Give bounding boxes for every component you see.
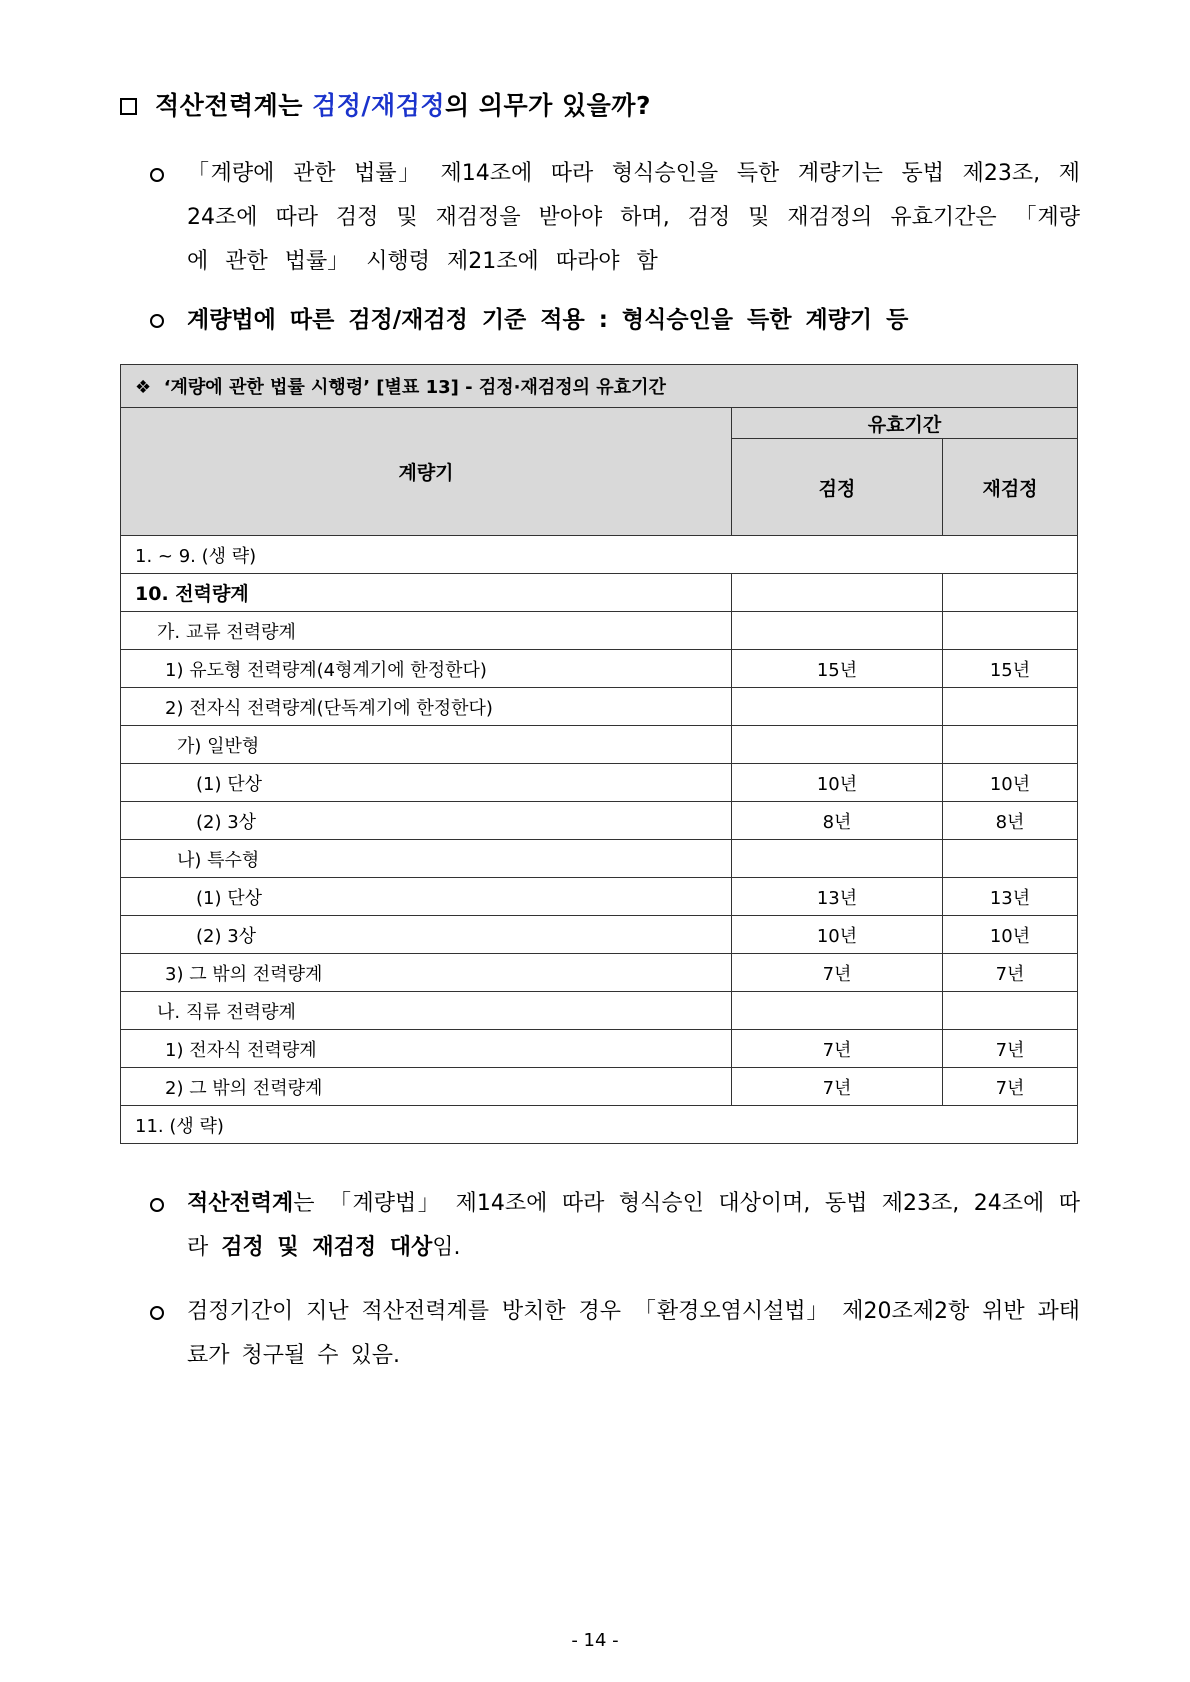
verify-period [732, 726, 943, 764]
bullet-circle-icon [150, 1290, 168, 1336]
table-row [121, 650, 1078, 688]
table-caption [121, 365, 1078, 408]
table-row [121, 840, 1078, 878]
table-row-omit-1-9: 1. ~ 9. (생 략) [121, 536, 1078, 574]
header-validity: 유효기간 [732, 408, 1078, 439]
verify-period: 7년 [732, 1068, 943, 1106]
reverify-period [943, 840, 1078, 878]
heading-highlight: 검정/재검정 [312, 91, 445, 120]
meter-label: 나. 직류 전력량계 [121, 992, 732, 1030]
meter-label: 1) 전자식 전력량계 [121, 1030, 732, 1068]
bullet-circle-icon [150, 1182, 168, 1228]
verify-period: 10년 [732, 916, 943, 954]
reverify-period: 10년 [943, 764, 1078, 802]
reverify-period [943, 612, 1078, 650]
bullet-circle-icon [150, 152, 168, 198]
meter-label: (2) 3상 [121, 802, 732, 840]
table-row [121, 1030, 1078, 1068]
table-row [121, 726, 1078, 764]
meter-label: 가) 일반형 [121, 726, 732, 764]
reverify-period: 7년 [943, 954, 1078, 992]
reverify-period [943, 688, 1078, 726]
bullet-circle-icon [150, 298, 168, 344]
verify-period [732, 840, 943, 878]
paragraph-text: 검정기간이 지난 적산전력계를 방치한 경우 「환경오염시설법」 제20조제2항 위반 과태료가 청구될 수 있음. [187, 1299, 1080, 1368]
table-row [121, 764, 1078, 802]
verify-period: 7년 [732, 1030, 943, 1068]
meter-label: 3) 그 밖의 전력량계 [121, 954, 732, 992]
reverify-period [943, 992, 1078, 1030]
header-verify: 검정 [732, 439, 943, 536]
paragraph-penalty [150, 1290, 1080, 1378]
section-heading [120, 86, 1100, 122]
table-row-section-10: 10. 전력량계 [121, 574, 732, 612]
page-number: - 14 - [571, 1630, 619, 1651]
bold-term: 적산전력계 [187, 1191, 294, 1216]
checkbox-square-icon [120, 98, 137, 115]
heading-prefix: 적산전력계는 [155, 91, 313, 120]
table-row-omit-11: 11. (생 략) [121, 1106, 1078, 1144]
reverify-period: 7년 [943, 1068, 1078, 1106]
table-row [121, 612, 1078, 650]
paragraph-text: 「계량에 관한 법률」 제14조에 따라 형식승인을 득한 계량기는 동법 제23조, 제24조에 따라 검정 및 재검정을 받아야 하며, 검정 및 재검정의 유효기간은 「계량에 관한 법률」 시행령 제21조에 따라야 함 [187, 161, 1080, 274]
verify-period: 10년 [732, 764, 943, 802]
meter-label: 나) 특수형 [121, 840, 732, 878]
table-row [121, 954, 1078, 992]
table-caption-text: ‘계량에 관한 법률 시행령’ [별표 13] - 검정·재검정의 유효기간 [163, 377, 666, 398]
verify-period [732, 688, 943, 726]
meter-label: 가. 교류 전력량계 [121, 612, 732, 650]
table-row [121, 878, 1078, 916]
reverify-period: 7년 [943, 1030, 1078, 1068]
paragraph-meter-target [150, 1182, 1080, 1270]
header-reverify: 재검정 [943, 439, 1078, 536]
table-row [121, 1068, 1078, 1106]
table-row [121, 916, 1078, 954]
validity-table [120, 364, 1078, 1144]
table-cell-empty [732, 574, 943, 612]
paragraph-text [187, 1182, 1080, 1270]
verify-period: 7년 [732, 954, 943, 992]
paragraph-fragment: 임. [432, 1235, 461, 1260]
meter-label: 2) 전자식 전력량계(단독계기에 한정한다) [121, 688, 732, 726]
meter-label: (1) 단상 [121, 764, 732, 802]
table-row [121, 688, 1078, 726]
verify-period [732, 612, 943, 650]
table-body-rows [121, 612, 1078, 1106]
table-cell-empty [943, 574, 1078, 612]
paragraph-standard [150, 298, 1080, 342]
reverify-period: 10년 [943, 916, 1078, 954]
reverify-period: 15년 [943, 650, 1078, 688]
paragraph-fragment: 는 「계량법」 제14조에 따라 형식승인 대상이며, 동법 제23조, 24조에 따라 [187, 1191, 1080, 1260]
meter-label: (2) 3상 [121, 916, 732, 954]
verify-period: 15년 [732, 650, 943, 688]
diamond-icon: ❖ [135, 377, 152, 398]
meter-label: (1) 단상 [121, 878, 732, 916]
verify-period [732, 992, 943, 1030]
meter-label: 1) 유도형 전력량계(4형계기에 한정한다) [121, 650, 732, 688]
bold-term: 검정 및 재검정 대상 [221, 1235, 433, 1260]
reverify-period: 13년 [943, 878, 1078, 916]
meter-label: 2) 그 밖의 전력량계 [121, 1068, 732, 1106]
verify-period: 13년 [732, 878, 943, 916]
table-row [121, 802, 1078, 840]
heading-suffix: 의 의무가 있을까? [445, 91, 651, 120]
reverify-period: 8년 [943, 802, 1078, 840]
header-meter: 계량기 [121, 408, 732, 536]
reverify-period [943, 726, 1078, 764]
table-row [121, 992, 1078, 1030]
verify-period: 8년 [732, 802, 943, 840]
paragraph-text: 계량법에 따른 검정/재검정 기준 적용 : 형식승인을 득한 계량기 등 [187, 307, 909, 333]
paragraph-law-basis [150, 152, 1080, 284]
